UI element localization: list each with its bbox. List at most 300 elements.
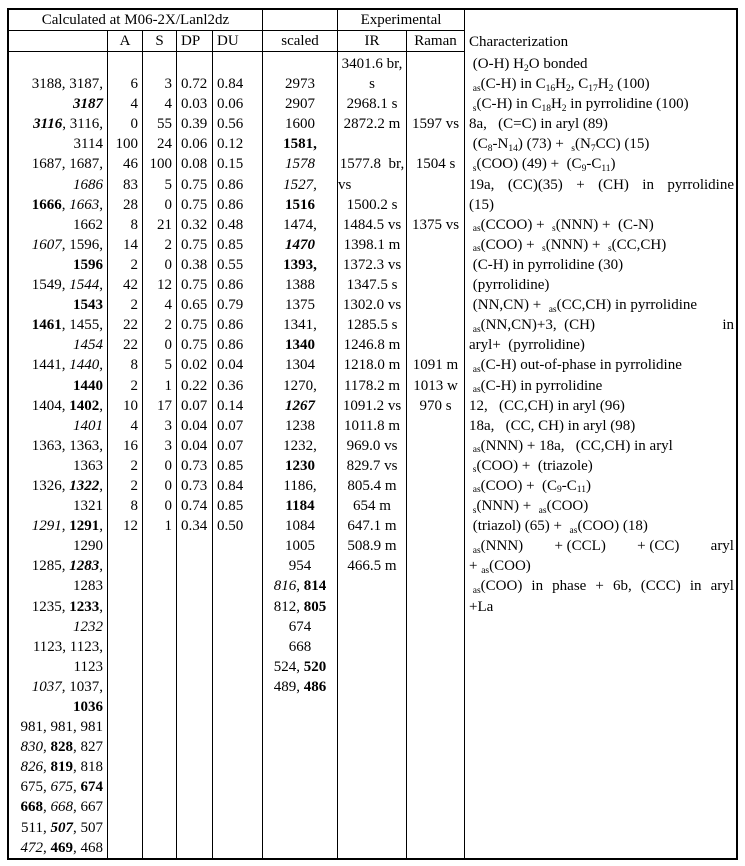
text-segment: aryl	[710, 578, 734, 595]
ir-line	[338, 536, 406, 556]
text-segment: 828	[50, 739, 73, 756]
text-segment: 12, (CC,CH) in aryl (96)	[469, 397, 625, 414]
text-segment: s	[369, 76, 375, 93]
text-segment: 2	[130, 477, 138, 494]
text-segment: 1398.1 m	[343, 236, 401, 253]
calculated-line	[9, 737, 103, 757]
text-segment: 1267	[285, 397, 315, 414]
raman-line	[407, 295, 464, 315]
text-segment: 1372.3 vs	[342, 256, 402, 273]
text-segment: 0.39	[181, 116, 208, 133]
raman-line	[407, 215, 464, 235]
text-segment: 954	[288, 558, 312, 575]
text-segment: 1246.8 m	[343, 337, 401, 354]
text-segment: 11	[601, 163, 611, 174]
header-cell-scaled: scaled	[263, 31, 338, 52]
text-segment: 0	[164, 256, 172, 273]
text-segment: 1581,	[283, 136, 317, 153]
DU-line	[217, 355, 262, 375]
text-segment: (NNN) +	[476, 498, 539, 515]
scaled-line	[263, 134, 337, 154]
text-segment: 1687, 1687,	[31, 156, 103, 173]
characterization-line	[469, 376, 734, 396]
text-segment: 1474,	[283, 216, 317, 233]
calculated-line	[9, 315, 103, 335]
text-segment: phase	[552, 578, 587, 595]
text-segment: 0.75	[181, 317, 208, 334]
text-segment: as	[569, 525, 578, 536]
text-segment: 511,	[21, 819, 51, 836]
text-segment: 0.75	[181, 236, 208, 253]
text-segment: )	[585, 477, 591, 494]
text-segment: 0.07	[181, 397, 208, 414]
ir-line	[338, 114, 406, 134]
text-segment: (COO) + (triazole)	[476, 457, 593, 474]
text-segment: 1544	[69, 277, 100, 294]
ir-line	[338, 416, 406, 436]
text-segment: 2	[566, 83, 571, 94]
text-segment: as	[472, 585, 481, 596]
S-line	[143, 255, 172, 275]
raman-line	[407, 255, 464, 275]
text-segment: 14	[123, 236, 138, 253]
text-segment: +	[576, 176, 585, 193]
text-segment: 3116	[33, 116, 63, 133]
text-segment: , C	[570, 76, 589, 93]
scaled-line	[263, 476, 337, 496]
calculated-line	[9, 195, 103, 215]
text-segment: 0	[164, 498, 172, 515]
S-line	[143, 54, 172, 74]
text-segment: 668	[288, 638, 312, 655]
calculated-line	[9, 777, 103, 797]
text-segment: (triazol) (65) +	[469, 518, 570, 535]
text-segment: 22	[123, 337, 138, 354]
text-segment: 83	[123, 176, 138, 193]
text-segment: 3	[164, 417, 172, 434]
text-segment: ,	[99, 357, 103, 374]
text-segment: in	[531, 578, 544, 595]
text-segment: 4	[164, 96, 172, 113]
DU-line	[217, 74, 262, 94]
text-segment: , 507	[73, 819, 103, 836]
text-segment: ,	[99, 518, 103, 535]
A-line	[108, 295, 138, 315]
text-segment: 1578	[285, 156, 315, 173]
text-segment: (O-H) H	[469, 56, 524, 72]
text-segment: 969.0 vs	[346, 437, 398, 454]
header-cell-frequencies	[9, 31, 108, 52]
DU-line	[217, 114, 262, 134]
calculated-line	[9, 597, 103, 617]
text-segment: 0.14	[217, 397, 244, 414]
text-segment: 0.73	[181, 477, 208, 494]
text-segment: as	[472, 83, 481, 94]
text-segment: as	[538, 505, 547, 516]
text-segment: 981, 981, 981	[20, 719, 103, 736]
S-line	[143, 335, 172, 355]
text-segment: 8a, (C=C) in aryl (89)	[469, 116, 608, 133]
text-segment: 1184	[285, 498, 315, 515]
text-segment: 2872.2 m	[343, 116, 401, 133]
text-segment: ,	[61, 196, 70, 213]
text-segment: (CC,CH) in pyrrolidine	[556, 297, 698, 314]
text-segment: (COO) + (C	[480, 477, 558, 494]
text-segment: 55	[157, 116, 172, 133]
text-segment: ,	[43, 799, 51, 816]
DP-line	[181, 275, 212, 295]
text-segment: 1005	[285, 538, 315, 555]
scaled-line	[263, 657, 337, 677]
ir-line	[338, 456, 406, 476]
raman-line	[407, 114, 464, 134]
text-segment: 1291	[31, 518, 62, 535]
text-segment: 3188, 3187,	[31, 76, 103, 93]
calculated-line	[9, 536, 103, 556]
text-segment: 1283	[69, 558, 100, 575]
raman-line	[407, 335, 464, 355]
text-segment: 1440	[73, 377, 103, 394]
S-line	[143, 396, 172, 416]
A-line	[108, 195, 138, 215]
text-segment: 2968.1 s	[346, 96, 398, 113]
text-segment: (NNN) +	[545, 236, 608, 253]
text-segment: (N	[574, 136, 591, 153]
header-cell-characterization: Characterization	[469, 34, 569, 50]
text-segment: 0.36	[217, 377, 244, 394]
calculated-line	[9, 617, 103, 637]
text-segment: 668	[50, 799, 73, 816]
text-segment: H	[550, 96, 562, 113]
ir-line	[338, 376, 406, 396]
text-segment: 3187	[73, 96, 103, 113]
S-line	[143, 235, 172, 255]
text-segment: , 3116,	[62, 116, 103, 133]
S-line	[143, 355, 172, 375]
text-segment: 0	[164, 337, 172, 354]
A-line	[108, 235, 138, 255]
text-segment: 2	[130, 256, 138, 273]
text-segment: 11	[576, 485, 586, 496]
scaled-line	[263, 74, 337, 94]
characterization-line	[469, 456, 734, 476]
calculated-line	[9, 797, 103, 817]
text-segment: 826	[20, 759, 43, 776]
text-segment: 1577.8 br,	[339, 156, 405, 173]
text-segment: (COO) (18)	[577, 518, 648, 535]
text-segment: 4	[130, 417, 138, 434]
text-segment: (C-H) in C	[480, 76, 546, 93]
text-segment: 1123, 1123,	[32, 638, 103, 655]
text-segment: 3114	[73, 136, 103, 153]
DU-line	[217, 496, 262, 516]
text-segment: 2	[164, 317, 172, 334]
text-segment: 1363, 1363,	[31, 437, 103, 454]
S-line	[143, 295, 172, 315]
text-segment: (NNN) + 18a, (CC,CH) in aryl	[480, 437, 673, 454]
DU-line	[217, 436, 262, 456]
DP-line	[181, 175, 212, 195]
text-segment: 1375	[285, 297, 315, 314]
scaled-line	[263, 516, 337, 536]
ir-line	[338, 215, 406, 235]
calculated-line	[9, 757, 103, 777]
scaled-line	[263, 376, 337, 396]
DP-line	[181, 295, 212, 315]
S-line	[143, 154, 172, 174]
ir-line	[338, 195, 406, 215]
text-segment: 3	[164, 76, 172, 93]
text-segment: s	[472, 505, 477, 516]
header-group-experimental: Experimental	[338, 10, 465, 31]
text-segment: 5	[164, 176, 172, 193]
calculated-line	[9, 697, 103, 717]
text-segment: 1393,	[283, 256, 317, 273]
text-segment: 1291	[69, 518, 100, 535]
column-DP	[177, 52, 213, 858]
characterization-line	[469, 556, 734, 576]
text-segment: 6	[130, 76, 138, 93]
scaled-line	[263, 617, 337, 637]
text-segment: (NN,CN)+3, (CH)	[480, 317, 595, 334]
text-segment: 0.22	[181, 377, 208, 394]
characterization-line	[469, 215, 734, 235]
column-characterization	[465, 52, 736, 858]
text-segment: 1232,	[283, 437, 317, 454]
text-segment: 8	[130, 216, 138, 233]
A-line	[108, 396, 138, 416]
A-line	[108, 456, 138, 476]
calculated-line	[9, 275, 103, 295]
text-segment: (COO)	[546, 498, 589, 515]
text-segment: 675	[50, 779, 73, 796]
text-segment: (NNN)	[480, 538, 524, 555]
text-segment: -C	[586, 156, 602, 173]
calculated-line	[9, 576, 103, 596]
ir-line	[338, 315, 406, 335]
text-segment: 469	[50, 839, 73, 856]
text-segment: (CC)(35)	[507, 176, 563, 193]
text-segment: 1123	[73, 658, 103, 675]
text-segment: 675,	[20, 779, 51, 796]
characterization-line	[469, 154, 734, 174]
text-segment: 4	[130, 96, 138, 113]
text-segment: 805.4 m	[347, 477, 397, 494]
calculated-line	[9, 436, 103, 456]
scaled-line	[263, 556, 337, 576]
text-segment: 1402	[69, 397, 100, 414]
characterization-line	[469, 114, 734, 134]
text-segment: 1285,	[31, 558, 70, 575]
text-segment: 0.86	[217, 176, 244, 193]
text-segment: 0.84	[217, 76, 244, 93]
text-segment: 0.38	[181, 256, 208, 273]
characterization-line	[469, 536, 734, 556]
text-segment: 0.06	[181, 136, 208, 153]
text-segment: 2	[130, 457, 138, 474]
ir-line	[338, 516, 406, 536]
A-line	[108, 215, 138, 235]
text-segment: H	[597, 76, 609, 93]
text-segment: as	[472, 385, 481, 395]
text-segment: 10	[123, 397, 138, 414]
text-segment: 508.9 m	[347, 538, 397, 555]
characterization-line	[469, 496, 734, 516]
calculated-line	[9, 456, 103, 476]
text-segment: 1011.8 m	[343, 417, 401, 434]
text-segment: 3	[164, 437, 172, 454]
scaled-line	[263, 94, 337, 114]
DP-line	[181, 255, 212, 275]
text-segment: 1304	[285, 357, 315, 374]
text-segment: 28	[123, 196, 138, 213]
DU-line	[217, 134, 262, 154]
column-Raman	[407, 52, 465, 858]
DP-line	[181, 235, 212, 255]
text-segment: 1543	[73, 297, 103, 314]
text-segment: as	[472, 324, 481, 335]
text-segment: 46	[123, 156, 138, 173]
A-line	[108, 275, 138, 295]
text-segment: ,	[43, 839, 51, 856]
raman-line	[407, 396, 464, 416]
DU-line	[217, 235, 262, 255]
text-segment: 1597 vs	[411, 116, 460, 133]
scaled-line	[263, 456, 337, 476]
text-segment: 1084	[285, 518, 315, 535]
text-segment: aryl+ (pyrrolidine)	[469, 337, 585, 354]
text-segment: 3401.6 br,	[341, 56, 403, 72]
characterization-line	[469, 74, 734, 94]
text-segment: , 827	[73, 739, 103, 756]
text-segment: -C	[561, 477, 577, 494]
text-segment: 12	[123, 518, 138, 535]
calculated-line	[9, 54, 103, 74]
header-cell-DP: DP	[177, 31, 213, 52]
DU-line	[217, 295, 262, 315]
DU-line	[217, 154, 262, 174]
DU-line	[217, 175, 262, 195]
text-segment: ,	[99, 397, 103, 414]
scaled-line	[263, 255, 337, 275]
text-segment: CC) (15)	[595, 136, 650, 153]
S-line	[143, 74, 172, 94]
DU-line	[217, 516, 262, 536]
text-segment: 0.73	[181, 457, 208, 474]
text-segment: 654 m	[353, 498, 391, 515]
DP-line	[181, 416, 212, 436]
raman-line	[407, 154, 464, 174]
text-segment: 0.75	[181, 277, 208, 294]
raman-line	[407, 94, 464, 114]
text-segment: as	[481, 565, 490, 576]
S-line	[143, 134, 172, 154]
calculated-line	[9, 74, 103, 94]
header-cell-A: A	[108, 31, 143, 52]
text-segment: 1516	[285, 196, 315, 213]
text-segment: +	[469, 558, 482, 575]
raman-line	[407, 195, 464, 215]
text-segment: (C-H) out-of-phase in pyrrolidine	[480, 357, 682, 374]
ir-line	[338, 175, 406, 195]
text-segment: 1454	[73, 337, 103, 354]
text-segment: 9	[557, 485, 562, 496]
text-segment: 6b,	[612, 578, 632, 595]
text-segment: 0.75	[181, 176, 208, 193]
calculated-line	[9, 717, 103, 737]
scaled-line	[263, 335, 337, 355]
calculated-line	[9, 255, 103, 275]
text-segment: 16	[123, 437, 138, 454]
text-segment: (15)	[469, 196, 494, 213]
text-segment: (COO) +	[480, 236, 543, 253]
text-segment: 1663	[69, 196, 100, 213]
text-segment: 816	[273, 578, 297, 595]
scaled-line	[263, 54, 337, 74]
characterization-line	[469, 295, 734, 315]
characterization-line	[469, 94, 734, 114]
calculated-line	[9, 355, 103, 375]
characterization-line	[469, 436, 734, 456]
text-segment: 2	[130, 377, 138, 394]
S-line	[143, 476, 172, 496]
text-segment: , 468	[73, 839, 103, 856]
text-segment: , 1037,	[61, 678, 103, 695]
header-cell-Raman: Raman	[407, 31, 465, 52]
DP-line	[181, 315, 212, 335]
text-segment: 1	[164, 518, 172, 535]
DP-line	[181, 516, 212, 536]
DU-line	[217, 255, 262, 275]
A-line	[108, 355, 138, 375]
scaled-line	[263, 436, 337, 456]
calculated-line	[9, 295, 103, 315]
text-segment: 674	[288, 618, 312, 635]
text-segment: pyrrolidine	[667, 176, 734, 193]
text-segment: 4	[164, 297, 172, 314]
text-segment: s	[472, 465, 477, 476]
raman-line	[407, 175, 464, 195]
text-segment: vs	[338, 176, 352, 193]
text-segment: ,	[296, 578, 304, 595]
scaled-line	[263, 536, 337, 556]
scaled-line	[263, 215, 337, 235]
text-segment: 0.65	[181, 297, 208, 314]
calculated-line	[9, 416, 103, 436]
calculated-line	[9, 818, 103, 838]
text-segment: 0.86	[217, 317, 244, 334]
DU-line	[217, 376, 262, 396]
text-segment: 486	[303, 678, 327, 695]
text-segment: 829.7 vs	[346, 457, 398, 474]
calculated-line	[9, 335, 103, 355]
characterization-line	[469, 54, 734, 74]
ir-line	[338, 235, 406, 255]
text-segment: 8	[487, 143, 493, 154]
DP-line	[181, 94, 212, 114]
text-segment: 1290	[73, 538, 103, 555]
calculated-line	[9, 396, 103, 416]
text-segment: in pyrrolidine (100)	[566, 96, 689, 113]
text-segment: 2973	[285, 76, 315, 93]
scaled-line	[263, 114, 337, 134]
S-line	[143, 376, 172, 396]
text-segment: (CCC)	[640, 578, 681, 595]
text-segment: 0.07	[217, 417, 244, 434]
column-calculated-frequencies	[9, 52, 108, 858]
text-segment: 1283	[73, 578, 103, 595]
ir-line	[338, 556, 406, 576]
